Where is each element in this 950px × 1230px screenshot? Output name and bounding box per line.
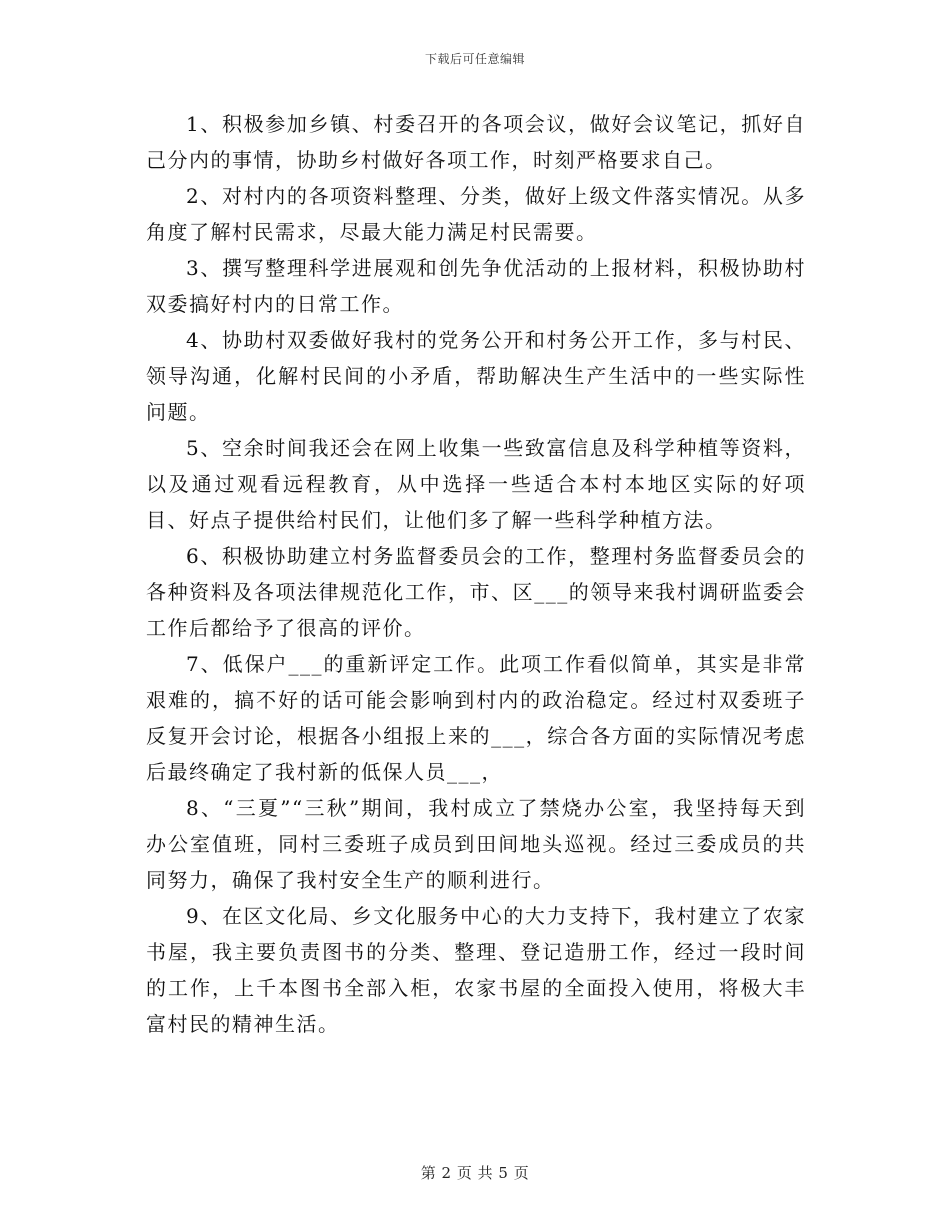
paragraph-4: 4、协助村双委做好我村的党务公开和村务公开工作，多与村民、领导沟通，化解村民间的小矛盾，帮助解决生产生活中的一些实际性问题。 [146,328,806,424]
paragraph-1: 1、积极参加乡镇、村委召开的各项会议，做好会议笔记，抓好自己分内的事情，协助乡村做好各项工作，时刻严格要求自己。 [146,112,806,172]
paragraph-3: 3、撰写整理科学进展观和创先争优活动的上报材料，积极协助村双委搞好村内的日常工作。 [146,256,806,316]
paragraph-6: 6、积极协助建立村务监督委员会的工作，整理村务监督委员会的各种资料及各项法律规范化工作，市、区___的领导来我村调研监委会工作后都给予了很高的评价。 [146,544,806,640]
paragraph-2: 2、对村内的各项资料整理、分类，做好上级文件落实情况。从多角度了解村民需求，尽最大能力满足村民需要。 [146,184,806,244]
paragraph-7: 7、低保户___的重新评定工作。此项工作看似简单，其实是非常艰难的，搞不好的话可能会影响到村内的政治稳定。经过村双委班子反复开会讨论，根据各小组报上来的___，综合各方面的实际情况考虑后最终确定了我村新的低保人员___， [146,652,806,784]
paragraph-5: 5、空余时间我还会在网上收集一些致富信息及科学种植等资料，以及通过观看远程教育，从中选择一些适合本村本地区实际的好项目、好点子提供给村民们，让他们多了解一些科学种植方法。 [146,436,806,532]
paragraph-8: 8、“三夏”“三秋”期间，我村成立了禁烧办公室，我坚持每天到办公室值班，同村三委班子成员到田间地头巡视。经过三委成员的共同努力，确保了我村安全生产的顺利进行。 [146,796,806,892]
page-header: 下载后可任意编辑 [424,52,525,66]
page-footer: 第 2 页 共 5 页 [420,1164,530,1182]
document-body [146,106,806,1042]
paragraph-9: 9、在区文化局、乡文化服务中心的大力支持下，我村建立了农家书屋，我主要负责图书的分类、整理、登记造册工作，经过一段时间的工作，上千本图书全部入柜，农家书屋的全面投入使用，将极大丰富村民的精神生活。 [146,904,806,1036]
